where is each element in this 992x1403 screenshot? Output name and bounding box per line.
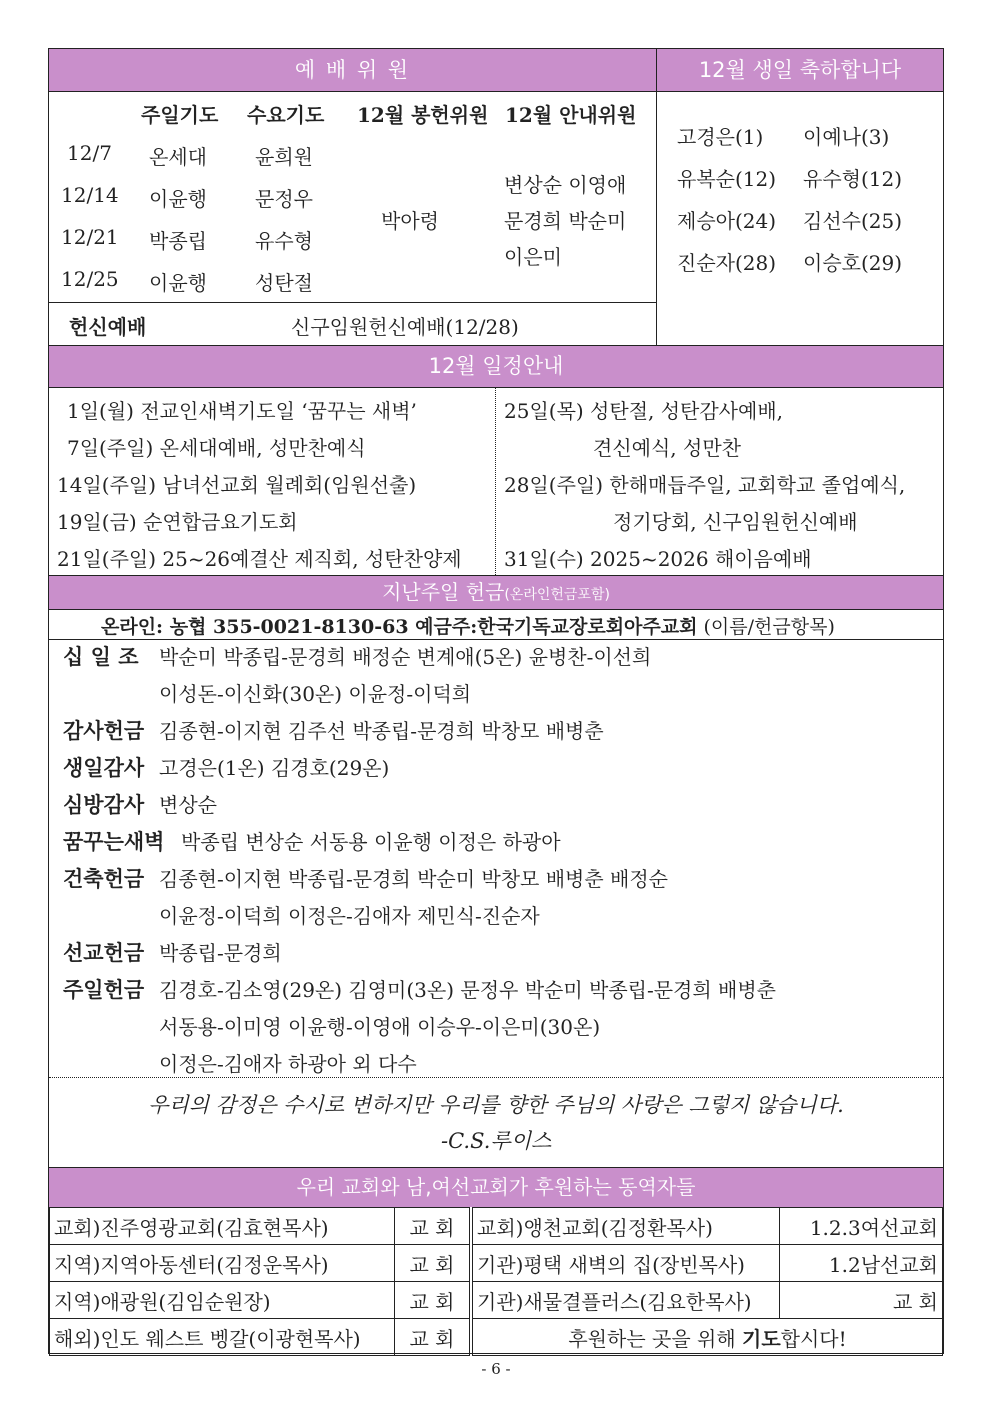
table-row bbox=[50, 1282, 943, 1319]
prayer-bold: 기도 bbox=[742, 1326, 781, 1351]
row-sunday: 이윤행 bbox=[149, 187, 207, 211]
birthday-name: 진순자(28) bbox=[677, 251, 777, 275]
offering-names: 이윤정-이덕희 이정은-김애자 제민식-진순자 bbox=[159, 904, 540, 928]
offering-header bbox=[49, 576, 943, 609]
support-sponsor: 교 회 bbox=[395, 1282, 472, 1319]
offering-names: 이성돈-이신화(30온) 이윤정-이덕희 bbox=[159, 682, 472, 706]
row-sunday: 박종립 bbox=[149, 229, 207, 253]
offering-names: 서동용-이미영 이윤행-이영애 이승우-이은미(30온) bbox=[159, 1015, 601, 1039]
offering-names: 박종립 변상순 서동용 이윤행 이정은 하광아 bbox=[181, 830, 561, 854]
birthday-name: 유수형(12) bbox=[803, 167, 903, 191]
birthday-header: 12월 생일 축하합니다 bbox=[657, 49, 943, 91]
col-offering-members: 12월 봉헌위원 bbox=[357, 103, 489, 127]
guide-line: 이은미 bbox=[504, 245, 562, 269]
offering-names: 김종현-이지현 박종립-문경희 박순미 박창모 배병춘 배정순 bbox=[159, 867, 668, 891]
birthday-name: 이승호(29) bbox=[803, 251, 903, 275]
schedule-item: 1일(월) 전교인새벽기도일 ‘꿈꾸는 새벽’ bbox=[67, 399, 417, 423]
table-row bbox=[50, 1208, 943, 1245]
offering-names: 고경은(1온) 김경호(29온) bbox=[159, 756, 390, 780]
online-account-info: 온라인: 농협 355-0021-8130-63 예금주:한국기독교장로회아주교회 bbox=[101, 616, 698, 638]
worship-header: 예 배 위 원 bbox=[49, 49, 656, 91]
support-target: 지역)지역아동센터(김정운목사) bbox=[50, 1245, 395, 1282]
support-target: 기관)평택 새벽의 집(장빈목사) bbox=[471, 1245, 780, 1282]
support-sponsor: 교 회 bbox=[395, 1245, 472, 1282]
row-wed: 유수형 bbox=[255, 229, 313, 253]
offering-label-sunday: 주일헌금 bbox=[63, 977, 145, 1002]
row-wed: 윤희원 bbox=[255, 145, 313, 169]
support-target: 교회)앵천교회(김정환목사) bbox=[471, 1208, 780, 1245]
schedule-header: 12월 일정안내 bbox=[49, 346, 943, 387]
birthday-name: 유복순(12) bbox=[677, 167, 777, 191]
support-sponsor: 교 회 bbox=[395, 1208, 472, 1245]
quote-author: -C.S.루이스 bbox=[441, 1129, 552, 1153]
support-sponsor: 교 회 bbox=[395, 1319, 472, 1356]
guide-line: 변상순 이영애 bbox=[504, 173, 627, 197]
offering-names: 김경호-김소영(29온) 김영미(3온) 문정우 박순미 박종립-문경희 배병춘 bbox=[159, 978, 777, 1002]
table-row bbox=[50, 1245, 943, 1282]
schedule-item: 정기당회, 신구임원헌신예배 bbox=[613, 510, 858, 534]
dedication-label: 헌신예배 bbox=[69, 315, 147, 339]
online-account bbox=[101, 612, 835, 639]
support-prayer bbox=[471, 1319, 943, 1356]
offering-label-tithe: 십 일 조 bbox=[63, 644, 139, 669]
offering-header-title: 지난주일 헌금 bbox=[382, 580, 505, 604]
support-table bbox=[49, 1207, 943, 1356]
support-target: 지역)애광원(김임순원장) bbox=[50, 1282, 395, 1319]
quote-text: 우리의 감정은 수시로 변하지만 우리를 향한 주님의 사랑은 그렇지 않습니다. bbox=[148, 1093, 844, 1117]
row-wed: 성탄절 bbox=[255, 271, 313, 295]
col-wed-prayer: 수요기도 bbox=[247, 103, 325, 127]
prayer-text-end: 합시다! bbox=[780, 1326, 847, 1351]
row-sunday: 온세대 bbox=[149, 145, 207, 169]
birthday-name: 고경은(1) bbox=[677, 125, 764, 149]
offering-label-visit: 심방감사 bbox=[63, 792, 145, 817]
support-sponsor: 1.2.3여선교회 bbox=[780, 1208, 943, 1245]
support-sponsor: 1.2남선교회 bbox=[780, 1245, 943, 1282]
schedule-item: 25일(목) 성탄절, 성탄감사예배, bbox=[504, 399, 784, 423]
col-sunday-prayer: 주일기도 bbox=[141, 103, 219, 127]
birthday-name: 이예나(3) bbox=[803, 125, 890, 149]
page-number: - 6 - bbox=[481, 1360, 511, 1378]
row-date: 12/7 bbox=[67, 141, 112, 165]
offering-label-dawn: 꿈꾸는새벽 bbox=[63, 829, 165, 854]
row-date: 12/14 bbox=[61, 183, 119, 207]
offering-names: 박순미 박종립-문경희 배정순 변계애(5온) 윤병찬-이선희 bbox=[159, 645, 652, 669]
dedication-value: 신구임원헌신예배(12/28) bbox=[291, 315, 519, 339]
row-date: 12/21 bbox=[61, 225, 119, 249]
birthday-name: 제승아(24) bbox=[677, 209, 777, 233]
offering-label-building: 건축헌금 bbox=[63, 866, 145, 891]
guide-line: 문경희 박순미 bbox=[504, 209, 627, 233]
offering-names: 이정은-김애자 하광아 외 다수 bbox=[159, 1052, 417, 1076]
birthday-name: 김선수(25) bbox=[803, 209, 903, 233]
support-target: 교회)진주영광교회(김효현목사) bbox=[50, 1208, 395, 1245]
offering-names: 변상순 bbox=[159, 793, 217, 817]
row-sunday: 이윤행 bbox=[149, 271, 207, 295]
offering-header-note: (온라인헌금포함) bbox=[504, 587, 610, 603]
support-header: 우리 교회와 남,여선교회가 후원하는 동역자들 bbox=[49, 1168, 943, 1207]
offering-label-birthday: 생일감사 bbox=[63, 755, 145, 780]
offering-names: 김종현-이지현 김주선 박종립-문경희 박창모 배병춘 bbox=[159, 719, 604, 743]
support-target: 해외)인도 웨스트 벵갈(이광현목사) bbox=[50, 1319, 395, 1356]
bulletin-page bbox=[48, 48, 944, 1354]
row-date: 12/25 bbox=[61, 267, 119, 291]
offering-member: 박아령 bbox=[381, 209, 439, 233]
schedule-item: 7일(주일) 온세대예배, 성만찬예식 bbox=[67, 436, 366, 460]
support-target: 기관)새물결플러스(김요한목사) bbox=[471, 1282, 780, 1319]
prayer-text: 후원하는 곳을 위해 bbox=[568, 1326, 742, 1351]
schedule-item: 31일(수) 2025~2026 해이음예배 bbox=[504, 547, 812, 571]
row-wed: 문정우 bbox=[255, 187, 313, 211]
support-sponsor: 교 회 bbox=[780, 1282, 943, 1319]
offering-label-thanks: 감사헌금 bbox=[63, 718, 145, 743]
offering-label-mission: 선교헌금 bbox=[63, 940, 145, 965]
table-row bbox=[50, 1319, 943, 1356]
col-guide-members: 12월 안내위원 bbox=[505, 103, 637, 127]
schedule-item: 14일(주일) 남녀선교회 월례회(임원선출) bbox=[57, 473, 417, 497]
schedule-item: 21일(주일) 25~26예결산 제직회, 성탄찬양제 bbox=[57, 547, 462, 571]
schedule-item: 견신예식, 성만찬 bbox=[593, 436, 741, 460]
online-account-note: (이름/헌금항목) bbox=[697, 616, 835, 638]
schedule-item: 28일(주일) 한해매듭주일, 교회학교 졸업예식, bbox=[504, 473, 906, 497]
offering-names: 박종립-문경희 bbox=[159, 941, 282, 965]
schedule-item: 19일(금) 순연합금요기도회 bbox=[57, 510, 298, 534]
